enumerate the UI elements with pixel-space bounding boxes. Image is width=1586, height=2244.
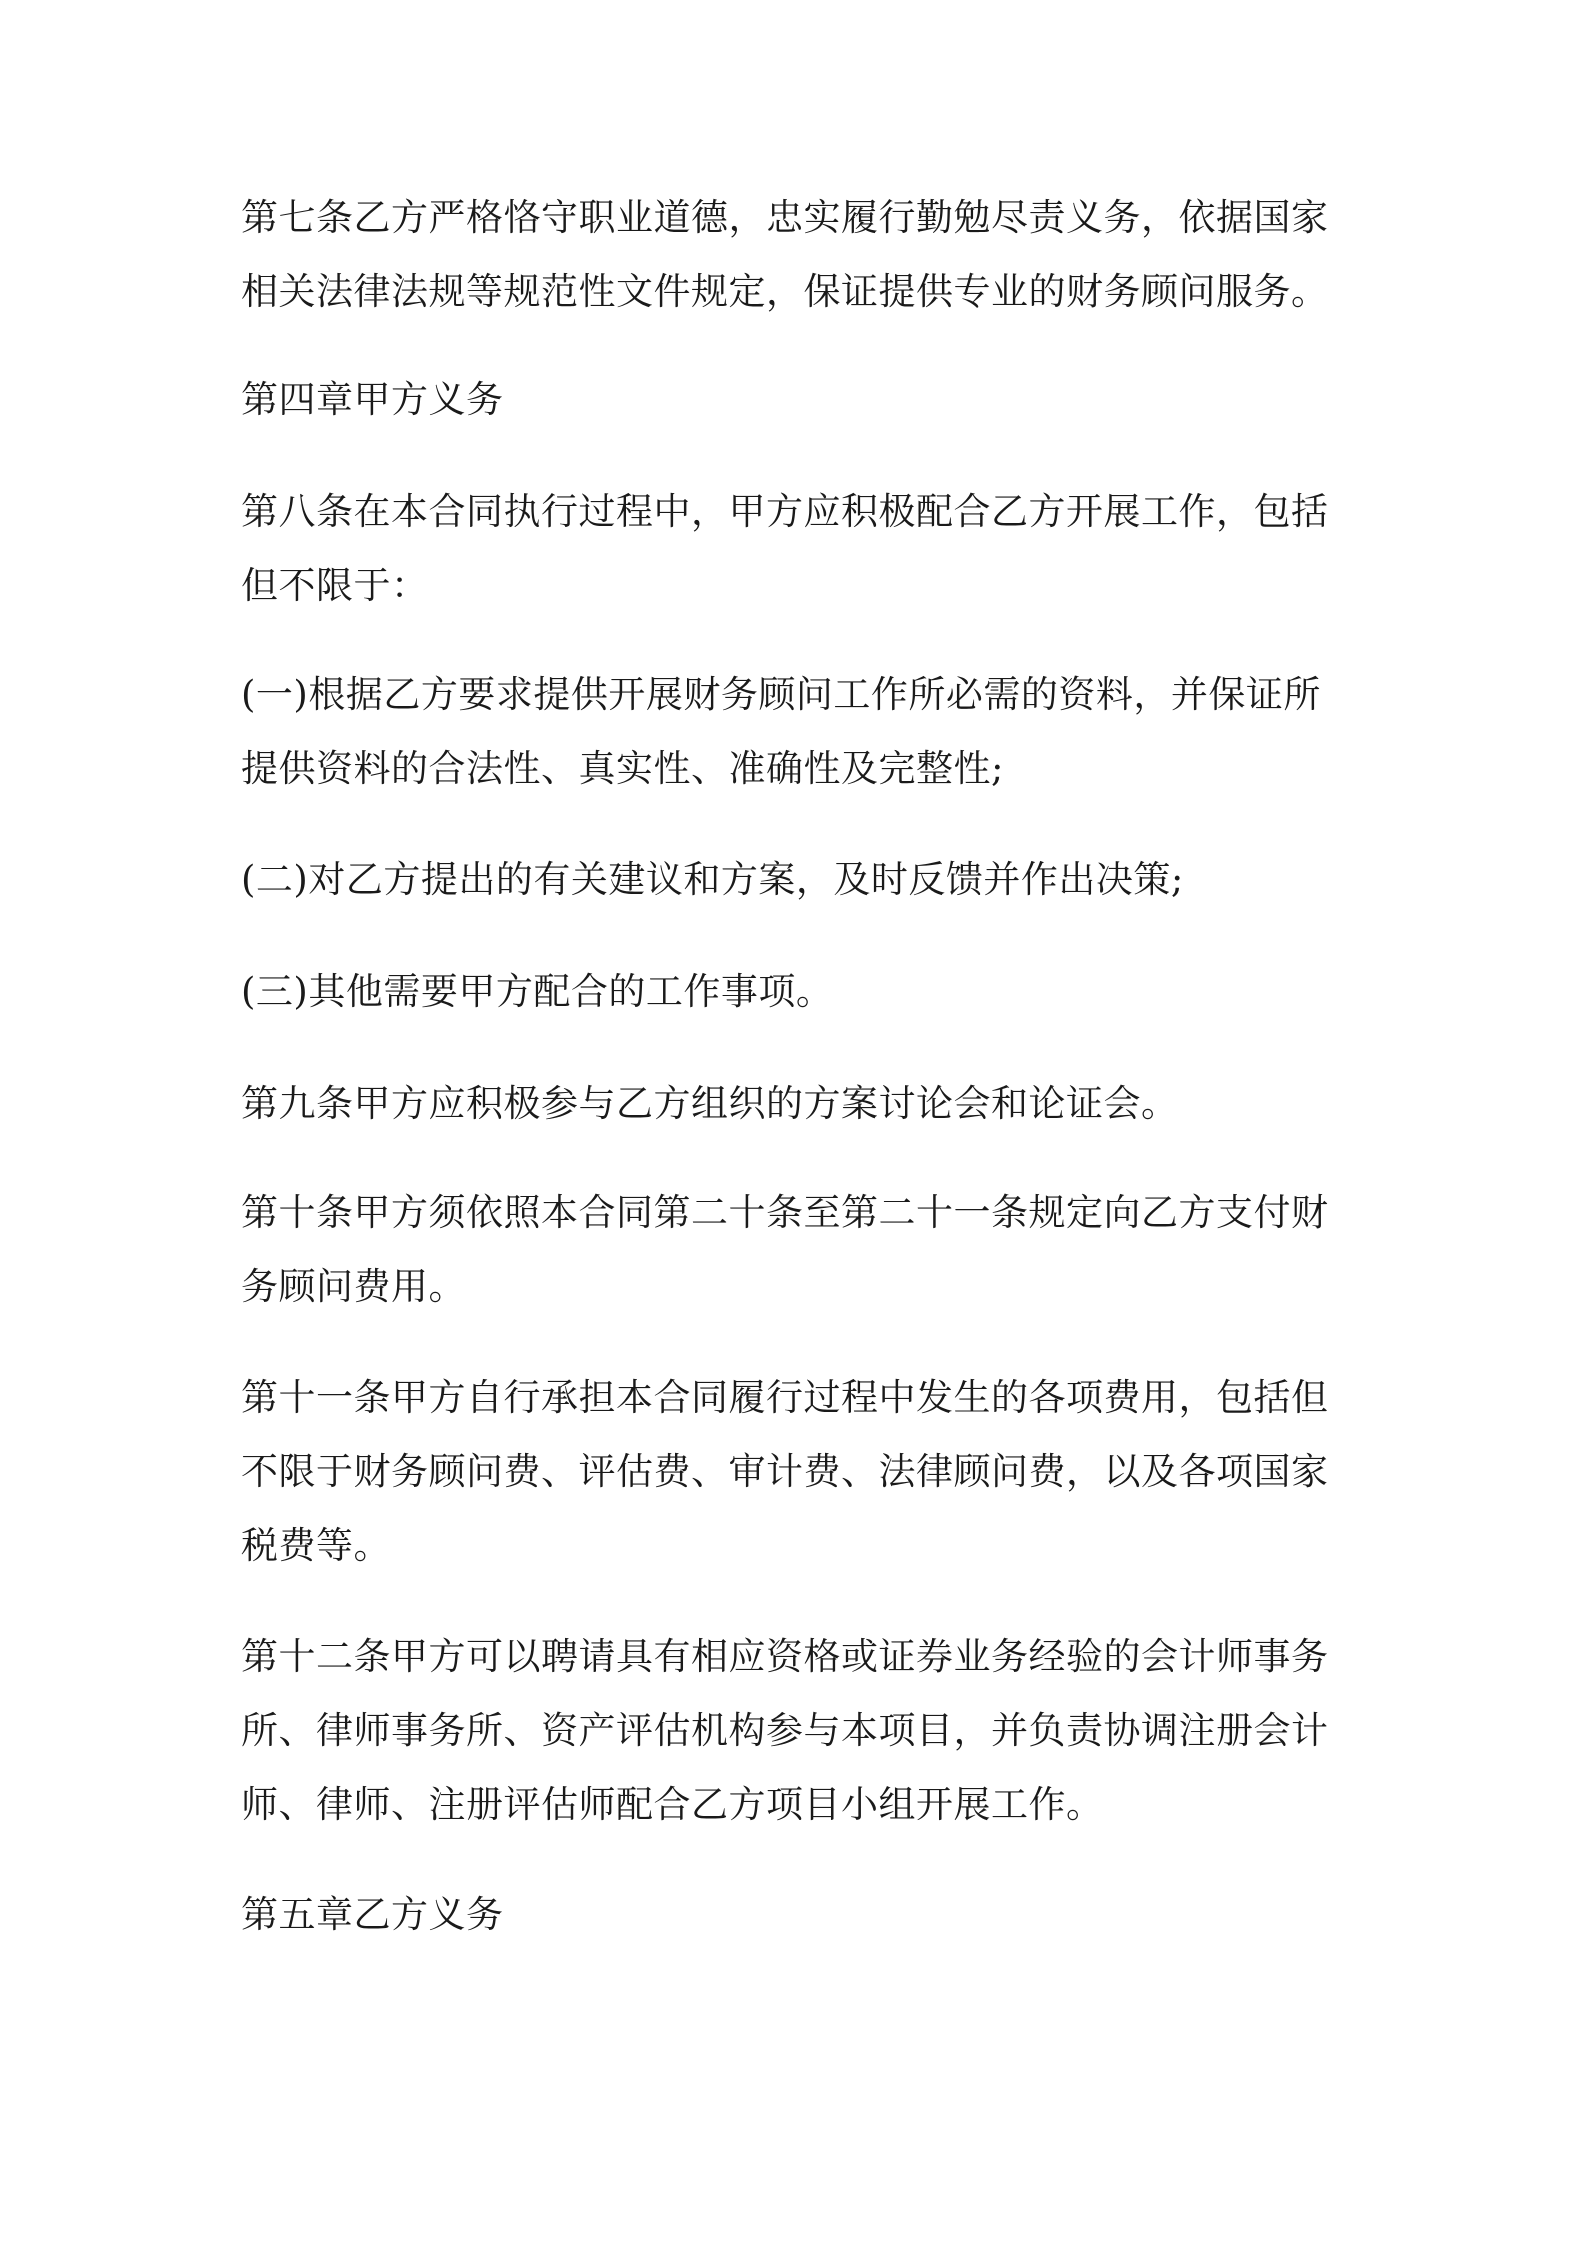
- article-8-paragraph: 第八条在本合同执行过程中，甲方应积极配合乙方开展工作，包括 但不限于：: [241, 490, 1329, 607]
- item-2-paragraph: (二)对乙方提出的有关建议和方案，及时反馈并作出决策;: [241, 858, 1184, 901]
- chapter-4-heading: 第四章甲方义务: [241, 378, 504, 421]
- item-1-paragraph: (一)根据乙方要求提供开展财务顾问工作所必需的资料，并保证所 提供资料的合法性、真实性、准确性及完整性;: [241, 673, 1321, 790]
- item-3-paragraph: (三)其他需要甲方配合的工作事项。: [241, 970, 834, 1013]
- article-12-paragraph: 第十二条甲方可以聘请具有相应资格或证券业务经验的会计师事务 所、律师事务所、资产评估机构参与本项目，并负责协调注册会计 师、律师、注册评估师配合乙方项目小组开展工作。: [241, 1635, 1329, 1826]
- article-7-paragraph: 第七条乙方严格恪守职业道德，忠实履行勤勉尽责义务，依据国家 相关法律法规等规范性文件规定，保证提供专业的财务顾问服务。: [241, 196, 1329, 313]
- article-9-paragraph: 第九条甲方应积极参与乙方组织的方案讨论会和论证会。: [241, 1082, 1179, 1125]
- article-11-paragraph: 第十一条甲方自行承担本合同履行过程中发生的各项费用，包括但 不限于财务顾问费、评估费、审计费、法律顾问费，以及各项国家 税费等。: [241, 1376, 1329, 1567]
- article-10-paragraph: 第十条甲方须依照本合同第二十条至第二十一条规定向乙方支付财 务顾问费用。: [241, 1191, 1329, 1308]
- chapter-5-heading: 第五章乙方义务: [241, 1893, 504, 1936]
